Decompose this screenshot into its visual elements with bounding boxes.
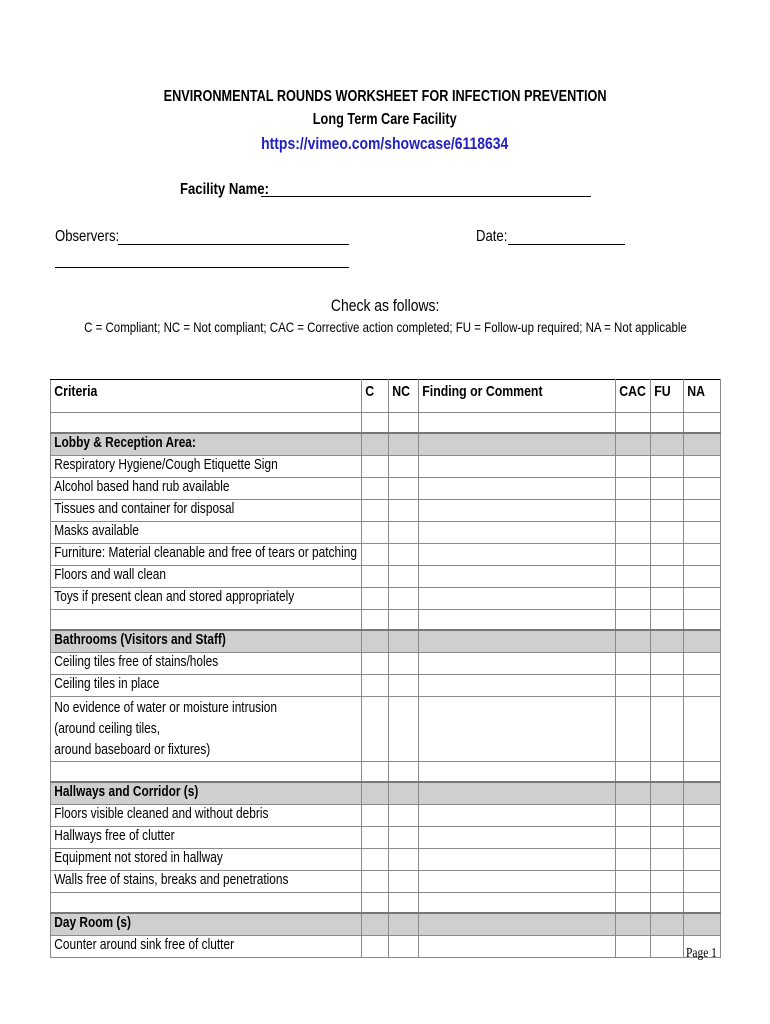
section-cac-cell[interactable] [616, 782, 651, 805]
row-c-cell[interactable] [362, 805, 389, 827]
col-na: NA [684, 380, 721, 413]
section-finding-cell[interactable] [419, 630, 616, 653]
col-finding: Finding or Comment [419, 380, 616, 413]
row-na-cell[interactable] [684, 653, 721, 675]
section-cac-cell[interactable] [616, 630, 651, 653]
row-fu-cell[interactable] [651, 936, 684, 958]
criteria-cell: Tissues and container for disposal [51, 500, 362, 522]
spacer-finding-cell[interactable] [419, 610, 616, 631]
row-fu-cell[interactable] [651, 697, 684, 762]
observers-label: Observers: [55, 228, 120, 245]
row-nc-cell[interactable] [389, 456, 419, 478]
row-finding-cell[interactable] [419, 456, 616, 478]
row-fu-cell[interactable] [651, 522, 684, 544]
row-c-cell[interactable] [362, 936, 389, 958]
col-criteria: Criteria [51, 380, 362, 413]
spacer-fu-cell[interactable] [651, 893, 684, 914]
row-fu-cell[interactable] [651, 456, 684, 478]
row-na-cell[interactable] [684, 566, 721, 588]
row-cac-cell[interactable] [616, 566, 651, 588]
col-c: C [362, 380, 389, 413]
table-row [51, 936, 721, 958]
spacer-na-cell[interactable] [684, 893, 721, 914]
section-fu-cell[interactable] [651, 913, 684, 936]
section-c-cell[interactable] [362, 782, 389, 805]
spacer-finding-cell[interactable] [419, 762, 616, 783]
row-c-cell[interactable] [362, 478, 389, 500]
spacer-criteria-cell [51, 893, 362, 914]
section-cac-cell[interactable] [616, 913, 651, 936]
row-nc-cell[interactable] [389, 849, 419, 871]
section-fu-cell[interactable] [651, 433, 684, 456]
section-c-cell[interactable] [362, 630, 389, 653]
showcase-link[interactable]: https://vimeo.com/showcase/6118634 [261, 134, 509, 153]
row-na-cell[interactable] [684, 456, 721, 478]
spacer-cac-cell[interactable] [616, 610, 651, 631]
spacer-nc-cell[interactable] [389, 893, 419, 914]
spacer-row [51, 610, 721, 631]
row-finding-cell[interactable] [419, 566, 616, 588]
row-finding-cell[interactable] [419, 936, 616, 958]
row-na-cell[interactable] [684, 544, 721, 566]
row-fu-cell[interactable] [651, 827, 684, 849]
row-cac-cell[interactable] [616, 849, 651, 871]
row-finding-cell[interactable] [419, 849, 616, 871]
table-row [51, 697, 721, 762]
row-na-cell[interactable] [684, 500, 721, 522]
row-nc-cell[interactable] [389, 697, 419, 762]
row-cac-cell[interactable] [616, 675, 651, 697]
row-na-cell[interactable] [684, 871, 721, 893]
spacer-fu-cell[interactable] [651, 762, 684, 783]
section-c-cell[interactable] [362, 433, 389, 456]
spacer-cac-cell[interactable] [616, 893, 651, 914]
row-fu-cell[interactable] [651, 849, 684, 871]
spacer-na-cell[interactable] [684, 413, 721, 434]
row-nc-cell[interactable] [389, 544, 419, 566]
criteria-cell: Floors visible cleaned and without debris [51, 805, 362, 827]
row-nc-cell[interactable] [389, 522, 419, 544]
spacer-criteria-cell [51, 413, 362, 434]
row-cac-cell[interactable] [616, 544, 651, 566]
section-header-row [51, 782, 721, 805]
table-row [51, 566, 721, 588]
observers-line-2[interactable] [55, 267, 349, 268]
section-na-cell[interactable] [684, 630, 721, 653]
row-fu-cell[interactable] [651, 566, 684, 588]
criteria-cell: Walls free of stains, breaks and penetrations [51, 871, 362, 893]
spacer-na-cell[interactable] [684, 610, 721, 631]
spacer-nc-cell[interactable] [389, 413, 419, 434]
row-finding-cell[interactable] [419, 544, 616, 566]
row-fu-cell[interactable] [651, 478, 684, 500]
spacer-c-cell[interactable] [362, 413, 389, 434]
row-na-cell[interactable] [684, 697, 721, 762]
section-nc-cell[interactable] [389, 433, 419, 456]
table-header-row [51, 380, 721, 413]
table-row [51, 478, 721, 500]
row-finding-cell[interactable] [419, 588, 616, 610]
spacer-row [51, 762, 721, 783]
row-c-cell[interactable] [362, 697, 389, 762]
criteria-cell: Counter around sink free of clutter [51, 936, 362, 958]
row-cac-cell[interactable] [616, 653, 651, 675]
section-fu-cell[interactable] [651, 630, 684, 653]
spacer-na-cell[interactable] [684, 762, 721, 783]
row-na-cell[interactable] [684, 849, 721, 871]
row-finding-cell[interactable] [419, 871, 616, 893]
document-title: ENVIRONMENTAL ROUNDS WORKSHEET FOR INFECTION PREVENTION [163, 88, 607, 105]
row-fu-cell[interactable] [651, 653, 684, 675]
row-cac-cell[interactable] [616, 456, 651, 478]
spacer-fu-cell[interactable] [651, 413, 684, 434]
spacer-cac-cell[interactable] [616, 413, 651, 434]
section-na-cell[interactable] [684, 433, 721, 456]
spacer-fu-cell[interactable] [651, 610, 684, 631]
table-row [51, 522, 721, 544]
row-c-cell[interactable] [362, 566, 389, 588]
criteria-cell: Toys if present clean and stored appropriately [51, 588, 362, 610]
spacer-cac-cell[interactable] [616, 762, 651, 783]
row-finding-cell[interactable] [419, 697, 616, 762]
row-na-cell[interactable] [684, 478, 721, 500]
row-nc-cell[interactable] [389, 500, 419, 522]
row-cac-cell[interactable] [616, 697, 651, 762]
row-nc-cell[interactable] [389, 871, 419, 893]
row-c-cell[interactable] [362, 588, 389, 610]
row-fu-cell[interactable] [651, 871, 684, 893]
section-nc-cell[interactable] [389, 630, 419, 653]
rounds-table [50, 379, 721, 958]
section-title: Lobby & Reception Area: [51, 433, 362, 456]
row-c-cell[interactable] [362, 827, 389, 849]
section-header-row [51, 433, 721, 456]
table-row [51, 544, 721, 566]
spacer-finding-cell[interactable] [419, 893, 616, 914]
row-nc-cell[interactable] [389, 566, 419, 588]
table-row [51, 805, 721, 827]
section-cac-cell[interactable] [616, 433, 651, 456]
section-na-cell[interactable] [684, 913, 721, 936]
criteria-cell: Alcohol based hand rub available [51, 478, 362, 500]
section-finding-cell[interactable] [419, 782, 616, 805]
row-fu-cell[interactable] [651, 675, 684, 697]
row-nc-cell[interactable] [389, 588, 419, 610]
criteria-cell: No evidence of water or moisture intrusion (around ceiling tiles, around baseboard or fixtures) [51, 697, 362, 762]
row-finding-cell[interactable] [419, 653, 616, 675]
check-heading: Check as follows: [330, 296, 440, 315]
row-finding-cell[interactable] [419, 805, 616, 827]
row-c-cell[interactable] [362, 456, 389, 478]
section-title: Bathrooms (Visitors and Staff) [51, 630, 362, 653]
row-na-cell[interactable] [684, 805, 721, 827]
row-c-cell[interactable] [362, 871, 389, 893]
criteria-cell: Floors and wall clean [51, 566, 362, 588]
criteria-cell: Furniture: Material cleanable and free of tears or patching [51, 544, 362, 566]
section-nc-cell[interactable] [389, 782, 419, 805]
table-row [51, 871, 721, 893]
row-cac-cell[interactable] [616, 588, 651, 610]
section-nc-cell[interactable] [389, 913, 419, 936]
row-na-cell[interactable] [684, 588, 721, 610]
criteria-cell: Equipment not stored in hallway [51, 849, 362, 871]
section-title: Hallways and Corridor (s) [51, 782, 362, 805]
row-finding-cell[interactable] [419, 478, 616, 500]
section-na-cell[interactable] [684, 782, 721, 805]
row-c-cell[interactable] [362, 544, 389, 566]
spacer-nc-cell[interactable] [389, 610, 419, 631]
criteria-cell: Respiratory Hygiene/Cough Etiquette Sign [51, 456, 362, 478]
row-fu-cell[interactable] [651, 500, 684, 522]
row-nc-cell[interactable] [389, 936, 419, 958]
criteria-cell: Masks available [51, 522, 362, 544]
section-c-cell[interactable] [362, 913, 389, 936]
spacer-row [51, 413, 721, 434]
spacer-c-cell[interactable] [362, 610, 389, 631]
row-nc-cell[interactable] [389, 805, 419, 827]
row-finding-cell[interactable] [419, 675, 616, 697]
document-subtitle: Long Term Care Facility [313, 111, 457, 128]
observers-line-1[interactable] [118, 244, 349, 245]
date-line[interactable] [508, 244, 625, 245]
row-nc-cell[interactable] [389, 478, 419, 500]
col-cac: CAC [616, 380, 651, 413]
facility-name-line[interactable] [261, 196, 591, 197]
row-c-cell[interactable] [362, 849, 389, 871]
table-row [51, 849, 721, 871]
criteria-cell: Ceiling tiles free of stains/holes [51, 653, 362, 675]
section-fu-cell[interactable] [651, 782, 684, 805]
row-finding-cell[interactable] [419, 522, 616, 544]
col-nc: NC [389, 380, 419, 413]
spacer-c-cell[interactable] [362, 893, 389, 914]
spacer-c-cell[interactable] [362, 762, 389, 783]
row-c-cell[interactable] [362, 653, 389, 675]
row-nc-cell[interactable] [389, 653, 419, 675]
criteria-cell: Ceiling tiles in place [51, 675, 362, 697]
row-fu-cell[interactable] [651, 544, 684, 566]
row-c-cell[interactable] [362, 500, 389, 522]
spacer-nc-cell[interactable] [389, 762, 419, 783]
date-label: Date: [476, 228, 508, 245]
table-row [51, 500, 721, 522]
row-na-cell[interactable] [684, 522, 721, 544]
spacer-row [51, 893, 721, 914]
table-row [51, 456, 721, 478]
row-na-cell[interactable] [684, 827, 721, 849]
row-finding-cell[interactable] [419, 500, 616, 522]
table-row [51, 675, 721, 697]
row-cac-cell[interactable] [616, 522, 651, 544]
col-fu: FU [651, 380, 684, 413]
row-c-cell[interactable] [362, 522, 389, 544]
spacer-criteria-cell [51, 610, 362, 631]
row-cac-cell[interactable] [616, 871, 651, 893]
row-na-cell[interactable] [684, 675, 721, 697]
spacer-criteria-cell [51, 762, 362, 783]
facility-name-label: Facility Name: [180, 181, 269, 198]
row-fu-cell[interactable] [651, 805, 684, 827]
section-title: Day Room (s) [51, 913, 362, 936]
row-nc-cell[interactable] [389, 827, 419, 849]
table-row [51, 588, 721, 610]
row-fu-cell[interactable] [651, 588, 684, 610]
table-row [51, 653, 721, 675]
row-cac-cell[interactable] [616, 478, 651, 500]
section-finding-cell[interactable] [419, 913, 616, 936]
row-cac-cell[interactable] [616, 805, 651, 827]
row-finding-cell[interactable] [419, 827, 616, 849]
section-finding-cell[interactable] [419, 433, 616, 456]
row-cac-cell[interactable] [616, 827, 651, 849]
section-header-row [51, 913, 721, 936]
section-header-row [51, 630, 721, 653]
table-row [51, 827, 721, 849]
status-legend: C = Compliant; NC = Not compliant; CAC = Corrective action completed; FU = Follow-up required; NA = Not applicable [83, 319, 687, 335]
criteria-cell: Hallways free of clutter [51, 827, 362, 849]
row-c-cell[interactable] [362, 675, 389, 697]
row-nc-cell[interactable] [389, 675, 419, 697]
row-cac-cell[interactable] [616, 500, 651, 522]
spacer-finding-cell[interactable] [419, 413, 616, 434]
page-number: Page 1 [686, 945, 717, 960]
row-cac-cell[interactable] [616, 936, 651, 958]
